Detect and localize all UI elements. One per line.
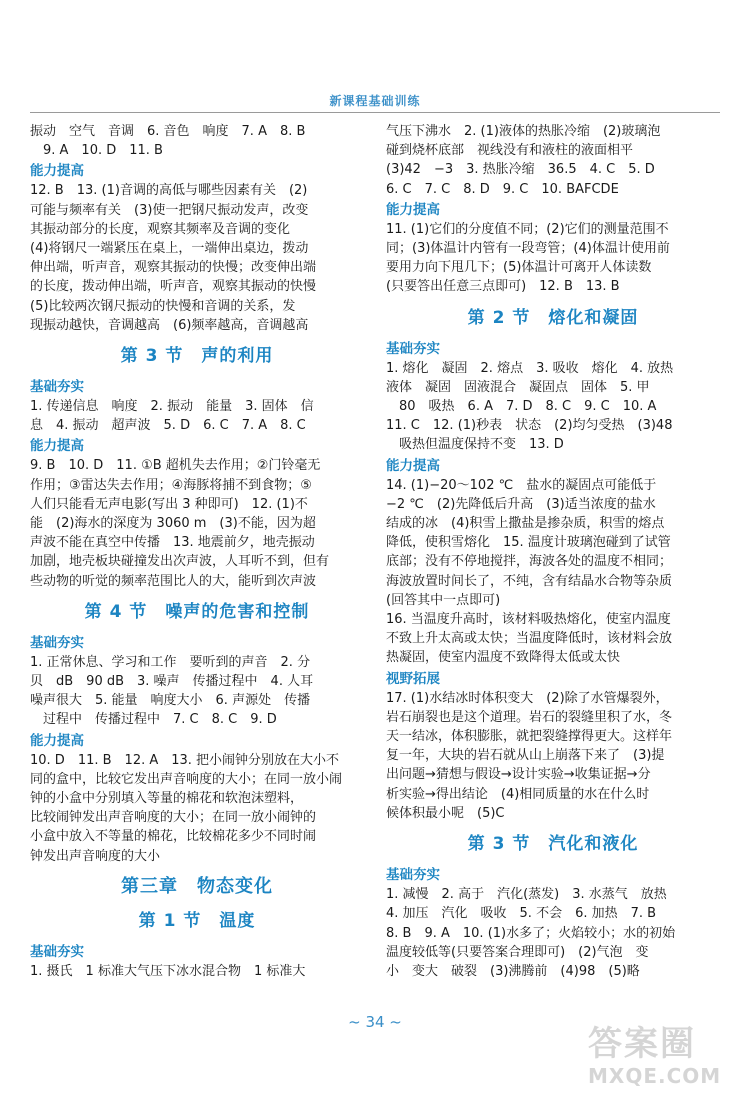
text-line: 复一年，大块的岩石就从山上崩落下来了 (3)提 <box>386 748 665 764</box>
text-line: −2 ℃ (2)先降低后升高 (3)适当浓度的盐水 <box>386 496 656 512</box>
subsection-heading: 能力提高 <box>386 201 440 218</box>
text-line: 些动物的听觉的频率范围比人的大，能听到次声波 <box>30 573 317 589</box>
text-line: 不致上升太高或太快；当温度降低时，该材料会放 <box>386 631 673 647</box>
text-line: 液体 凝固 固液混合 凝固点 固体 5. 甲 <box>386 379 650 395</box>
text-line: 其振动部分的长度，观察其频率及音调的变化 <box>30 221 291 237</box>
text-line: 同；(3)体温计内管有一段弯管；(4)体温计使用前 <box>386 241 670 257</box>
subsection-heading: 基础夯实 <box>30 943 84 960</box>
text-line: (3)42 −3 3. 热胀冷缩 36.5 4. C 5. D <box>386 162 655 178</box>
right-column <box>386 122 720 981</box>
text-line: 1. 熔化 凝固 2. 熔点 3. 吸收 熔化 4. 放热 <box>386 360 674 376</box>
text-line: 人们只能看无声电影(写出 3 种即可) 12. (1)不 <box>30 496 308 512</box>
text-line: 6. C 7. C 8. D 9. C 10. BAFCDE <box>386 181 619 197</box>
text-line: 比较闹钟发出声音响度的大小；在同一放小闹钟的 <box>30 810 317 826</box>
watermark-bottom: MXQE.COM <box>588 1064 722 1088</box>
text-line: 过程中 传播过程中 7. C 8. C 9. D <box>30 712 277 728</box>
text-line: 加剧，地壳板块碰撞发出次声波，人耳听不到，但有 <box>30 554 330 570</box>
text-line: 小 变大 破裂 (3)沸腾前 (4)98 (5)略 <box>386 963 640 979</box>
text-line: 吸热但温度保持不变 13. D <box>386 437 564 453</box>
text-line: 10. D 11. B 12. A 13. 把小闹钟分别放在大小不 <box>30 752 340 768</box>
text-line: 1. 摄氏 1 标准大气压下冰水混合物 1 标准大 <box>30 963 306 979</box>
section-heading: 第 3 节 汽化和液化 <box>467 834 639 855</box>
section-heading: 第 3 节 声的利用 <box>120 346 274 367</box>
text-line: 结成的冰 (4)积雪上撒盐是掺杂质，积雪的熔点 <box>386 516 665 532</box>
text-line: 岩石崩裂也是这个道理。岩石的裂缝里积了水，冬 <box>386 709 673 725</box>
text-line: (只要答出任意三点即可) 12. B 13. B <box>386 279 620 295</box>
text-line: 14. (1)−20～102 ℃ 盐水的凝固点可能低于 <box>386 477 657 493</box>
text-line: 12. B 13. (1)音调的高低与哪些因素有关 (2) <box>30 183 308 199</box>
watermark-logo <box>588 1024 738 1094</box>
text-line: 作用；③雷达失去作用；④海豚将捕不到食物；⑤ <box>30 477 312 493</box>
subsection-heading: 基础夯实 <box>386 340 440 357</box>
text-line: 能 (2)海水的深度为 3060 m (3)不能，因为超 <box>30 516 316 532</box>
text-line: (4)将钢尺一端紧压在桌上，一端伸出桌边，拨动 <box>30 241 309 257</box>
text-line: 11. (1)它们的分度值不同；(2)它们的测量范围不 <box>386 221 669 237</box>
text-line: 1. 传递信息 响度 2. 振动 能量 3. 固体 信 <box>30 399 314 415</box>
text-line: 钟的小盒中分别填入等量的棉花和软泡沫塑料， <box>30 791 304 807</box>
text-line: 贝 dB 90 dB 3. 噪声 传播过程中 4. 人耳 <box>30 674 314 690</box>
subsection-heading: 视野拓展 <box>386 670 440 687</box>
subsection-heading: 能力提高 <box>386 457 440 474</box>
text-line: 16. 当温度升高时，该材料吸热熔化，使室内温度 <box>386 612 671 628</box>
text-line: 可能与频率有关 (3)使一把钢尺振动发声，改变 <box>30 202 309 218</box>
text-line: 碰到烧杯底部 视线没有和液柱的液面相平 <box>386 143 634 159</box>
chapter-heading: 第三章 物态变化 <box>121 875 273 897</box>
text-line: 气压下沸水 2. (1)液体的热胀冷缩 (2)玻璃泡 <box>386 124 661 139</box>
text-line: 底部；没有不停地搅拌，海波各处的温度不相同； <box>386 554 673 570</box>
text-line: 钟发出声音响度的大小 <box>30 848 161 864</box>
text-line: 1. 正常休息、学习和工作 要听到的声音 2. 分 <box>30 654 311 670</box>
subsection-heading: 基础夯实 <box>30 379 84 396</box>
text-line: 8. B 9. A 10. (1)水多了；火焰较小；水的初始 <box>386 925 676 941</box>
text-line: 伸出端，听声音，观察其振动的快慢；改变伸出端 <box>30 260 317 276</box>
left-column <box>30 122 364 981</box>
text-line: 降低，使积雪熔化 15. 温度计玻璃泡碰到了试管 <box>386 535 671 551</box>
text-line: 声波不能在真空中传播 13. 地震前夕，地壳振动 <box>30 535 315 551</box>
header-rule <box>30 112 720 113</box>
text-line: 的长度，拨动伸出端，听声音，观察其振动的快慢 <box>30 279 317 295</box>
subsection-heading: 能力提高 <box>30 438 84 455</box>
text-line: 出问题→猜想与假设→设计实验→收集证据→分 <box>386 767 651 783</box>
text-line: 9. B 10. D 11. ①B 超机失去作用；②门铃毫无 <box>30 458 321 474</box>
text-line: 小盒中放入不等量的棉花，比较棉花多少不同时闹 <box>30 829 317 845</box>
subsection-heading: 基础夯实 <box>386 867 440 884</box>
text-line: 17. (1)水结冰时体积变大 (2)除了水管爆裂外， <box>386 690 669 706</box>
text-line: (5)比较两次钢尺振动的快慢和音调的关系，发 <box>30 298 296 314</box>
subsection-heading: 基础夯实 <box>30 634 84 651</box>
text-line: 同的盒中，比较它发出声音响度的大小；在同一放小闹 <box>30 771 343 787</box>
text-line: 9. A 10. D 11. B <box>30 143 163 159</box>
subsection-heading: 能力提高 <box>30 163 84 180</box>
text-line: 80 吸热 6. A 7. D 8. C 9. C 10. A <box>386 399 657 415</box>
section-heading: 第 1 节 温度 <box>138 910 256 931</box>
watermark-top: 答案圈 <box>588 1024 696 1064</box>
section-heading: 第 2 节 熔化和凝固 <box>467 307 639 328</box>
text-line: 候体积最小呢 (5)C <box>386 805 505 821</box>
text-line: 热凝固，使室内温度不致降得太低或太快 <box>386 650 621 666</box>
text-line: (回答其中一点即可) <box>386 592 501 608</box>
text-line: 噪声很大 5. 能量 响度大小 6. 声源处 传播 <box>30 693 311 709</box>
text-line: 要用力向下甩几下；(5)体温计可离开人体读数 <box>386 260 652 276</box>
page-number: ~ 34 ~ <box>348 1013 402 1031</box>
text-line: 11. C 12. (1)秒表 状态 (2)均匀受热 (3)48 <box>386 418 673 434</box>
text-line: 现振动越快，音调越高 (6)频率越高，音调越高 <box>30 317 309 333</box>
text-line: 息 4. 振动 超声波 5. D 6. C 7. A 8. C <box>30 418 306 434</box>
text-line: 海波放置时间长了，不纯，含有结晶水合物等杂质 <box>386 573 673 589</box>
header-title: 新课程基础训练 <box>329 94 421 108</box>
text-line: 温度较低等(只要答案合理即可) (2)气泡 变 <box>386 944 649 960</box>
text-line: 析实验→得出结论 (4)相同质量的水在什么时 <box>386 786 650 802</box>
section-heading: 第 4 节 噪声的危害和控制 <box>84 601 310 622</box>
text-line: 振动 空气 音调 6. 音色 响度 7. A 8. B <box>30 124 306 139</box>
text-line: 1. 减慢 2. 高于 汽化(蒸发) 3. 水蒸气 放热 <box>386 887 667 903</box>
text-line: 4. 加压 汽化 吸收 5. 不会 6. 加热 7. B <box>386 906 657 922</box>
text-line: 天一结冰，体积膨胀，就把裂缝撑得更大。这样年 <box>386 729 673 745</box>
subsection-heading: 能力提高 <box>30 732 84 749</box>
